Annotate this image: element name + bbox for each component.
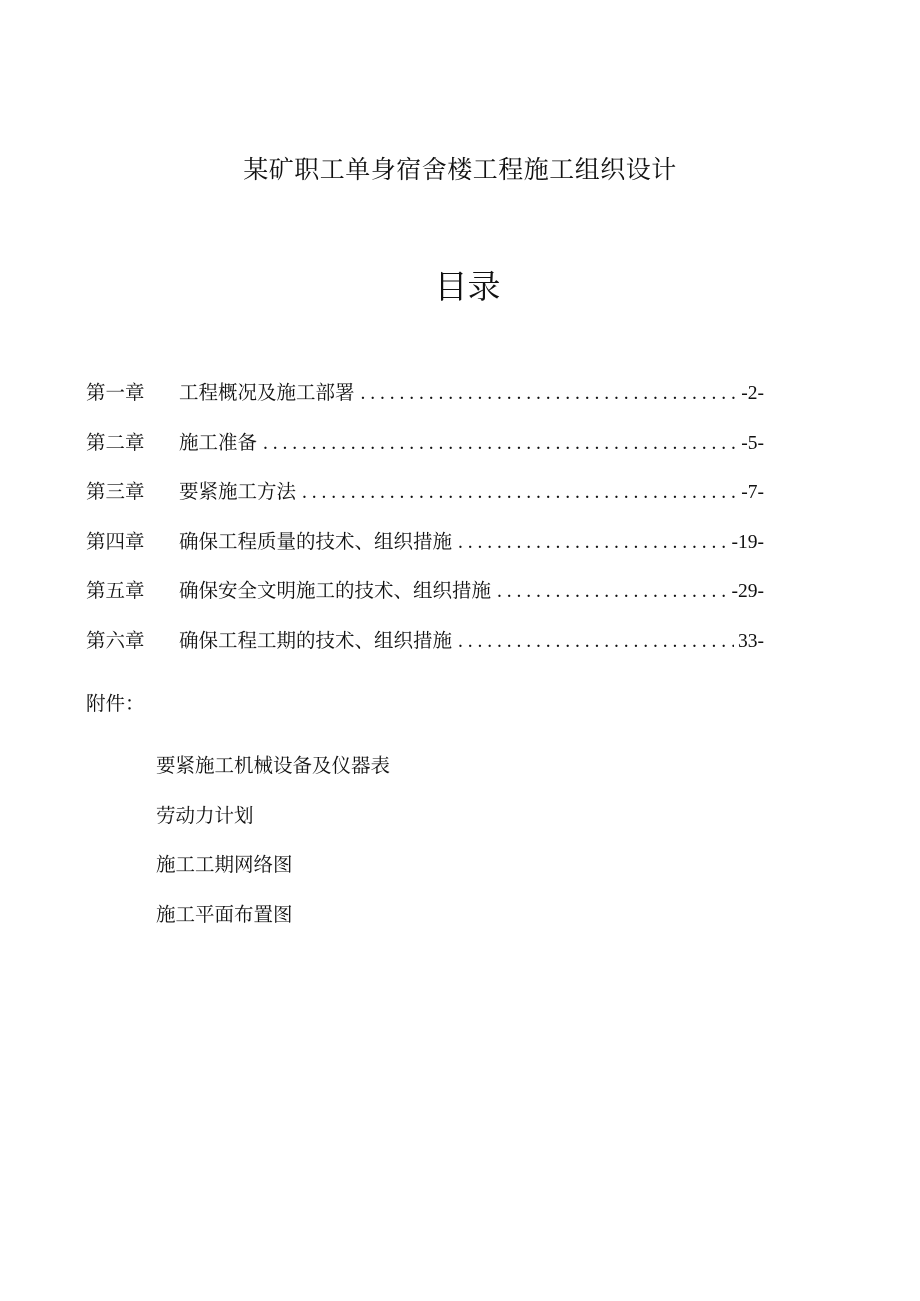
toc-page-number: 33- — [738, 630, 764, 652]
toc-heading: 目录 — [434, 267, 501, 306]
toc-entry-6[interactable] — [86, 621, 764, 671]
toc-chapter-title: 确保安全文明施工的技术、组织措施 — [179, 579, 492, 603]
toc-entry-4[interactable] — [86, 522, 764, 572]
appendix-item: 要紧施工机械设备及仪器表 — [156, 754, 391, 777]
toc-chapter-number: 第一章 — [86, 381, 145, 404]
toc-chapter-number: 第五章 — [86, 579, 145, 603]
toc-dot-leader — [458, 622, 734, 662]
toc-entry-1[interactable] — [86, 373, 764, 423]
toc-page-number: -29- — [731, 581, 764, 603]
toc-entry-3[interactable] — [86, 472, 764, 522]
toc-entry-2[interactable] — [86, 423, 764, 473]
toc-page-number: -19- — [731, 531, 764, 553]
toc-chapter-number: 第六章 — [86, 628, 145, 652]
toc-dot-leader — [497, 572, 727, 612]
toc-chapter-number: 第四章 — [86, 529, 145, 553]
toc-dot-leader — [302, 473, 737, 513]
table-of-contents — [86, 373, 764, 671]
toc-dot-leader — [361, 374, 738, 414]
appendix-item: 劳动力计划 — [156, 803, 254, 827]
toc-chapter-title: 确保工程质量的技术、组织措施 — [179, 529, 453, 553]
appendix-item: 施工工期网络图 — [156, 853, 293, 877]
toc-chapter-title: 确保工程工期的技术、组织措施 — [179, 628, 453, 652]
toc-chapter-title: 工程概况及施工部署 — [179, 381, 355, 404]
toc-chapter-title: 施工准备 — [179, 430, 258, 454]
toc-chapter-number: 第二章 — [86, 430, 145, 454]
toc-page-number: -5- — [741, 432, 764, 454]
appendix-item: 施工平面布置图 — [156, 902, 293, 926]
toc-dot-leader — [263, 424, 737, 464]
toc-chapter-title: 要紧施工方法 — [179, 480, 297, 504]
document-title: 某矿职工单身宿舍楼工程施工组织设计 — [243, 155, 677, 184]
toc-chapter-number: 第三章 — [86, 480, 145, 504]
toc-dot-leader — [458, 523, 727, 563]
toc-page-number: -2- — [741, 383, 764, 404]
toc-entry-5[interactable] — [86, 571, 764, 621]
appendix-list — [156, 746, 390, 944]
appendix-label: 附件： — [86, 692, 145, 715]
toc-page-number: -7- — [741, 482, 764, 504]
